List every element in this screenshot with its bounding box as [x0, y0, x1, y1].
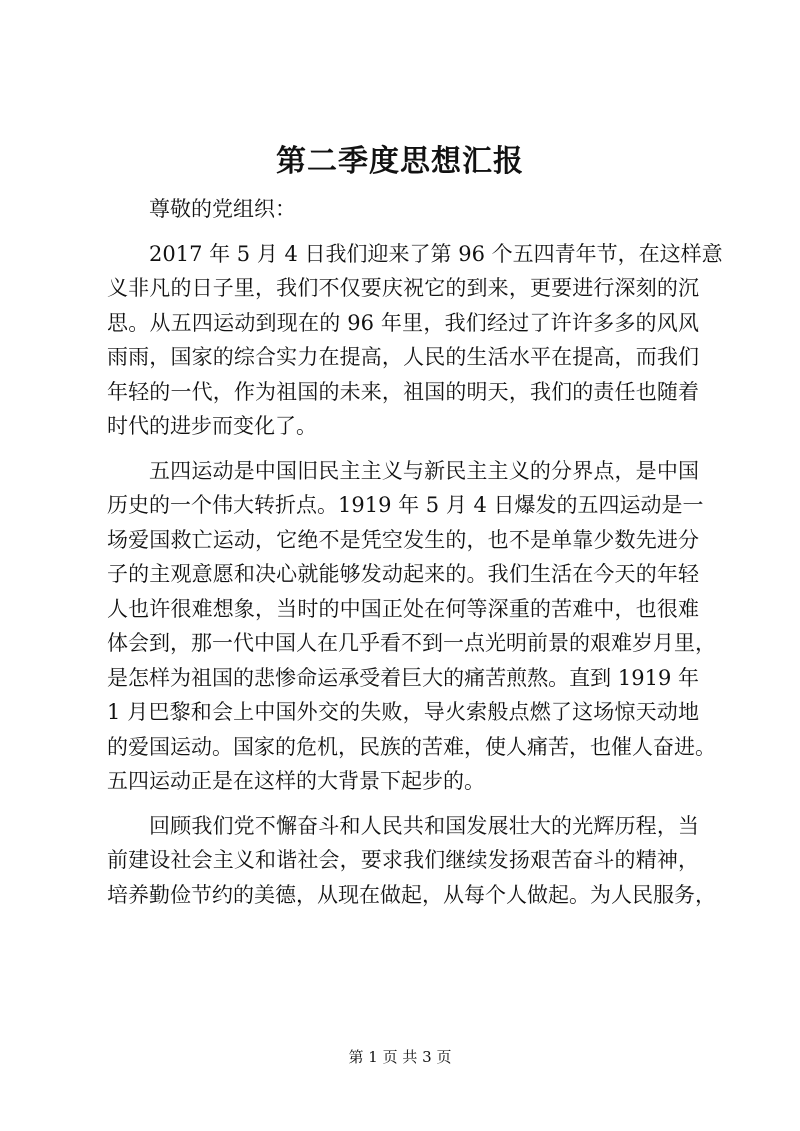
- paragraph-line: 培养勤俭节约的美德，从现在做起，从每个人做起。为人民服务，: [107, 882, 716, 907]
- paragraph-line: 历史的一个伟大转折点。1919 年 5 月 4 日爆发的五四运动是一: [107, 493, 704, 517]
- paragraph-3: [107, 809, 716, 913]
- paragraph-gap: [107, 444, 699, 454]
- paragraph-line: 回顾我们党不懈奋斗和人民共和国发展壮大的光辉历程，当: [149, 813, 699, 838]
- paragraph-gap: [107, 799, 699, 809]
- document-title: 第二季度思想汇报: [276, 144, 524, 179]
- document-body: [107, 192, 723, 912]
- paragraph-line: 雨雨，国家的综合实力在提高，人民的生活水平在提高，而我们: [107, 345, 699, 369]
- paragraph-line: 义非凡的日子里，我们不仅要庆祝它的到来，更要进行深刻的沉: [107, 276, 699, 300]
- paragraph-line: 前建设社会主义和谐社会，要求我们继续发扬艰苦奋斗的精神，: [107, 848, 699, 872]
- paragraph-line: 年轻的一代，作为祖国的未来，祖国的明天，我们的责任也随着: [107, 379, 699, 404]
- paragraph-1: [107, 237, 723, 444]
- paragraph-line: 是怎样为祖国的悲惨命运承受着巨大的痛苦煎熬。直到 1919 年: [107, 665, 699, 690]
- paragraph-line: 五四运动是中国旧民主主义与新民主主义的分界点，是中国: [149, 458, 699, 483]
- paragraph-line: 的爱国运动。国家的危机，民族的苦难，使人痛苦，也催人奋进。: [107, 734, 716, 759]
- paragraph-line: 场爱国救亡运动，它绝不是凭空发生的，也不是单靠少数先进分: [107, 527, 699, 552]
- paragraph-line: 时代的进步而变化了。: [107, 414, 317, 438]
- page-footer: 第 1 页 共 3 页: [348, 1048, 452, 1066]
- paragraph-gap: [107, 227, 699, 237]
- salutation: 尊敬的党组织：: [149, 197, 296, 221]
- paragraph-line: 2017 年 5 月 4 日我们迎来了第 96 个五四青年节，在这样意: [149, 241, 723, 266]
- paragraph-line: 体会到，那一代中国人在几乎看不到一点光明前景的艰难岁月里，: [107, 631, 716, 655]
- paragraph-line: 思。从五四运动到现在的 96 年里，我们经过了许许多多的风风: [107, 310, 699, 335]
- paragraph-line: 1 月巴黎和会上中国外交的失败，导火索般点燃了这场惊天动地: [107, 700, 699, 724]
- paragraph-line: 子的主观意愿和决心就能够发动起来的。我们生活在今天的年轻: [107, 562, 699, 586]
- paragraph-2: [107, 454, 716, 799]
- paragraph-line: 五四运动正是在这样的大背景下起步的。: [107, 769, 485, 793]
- paragraph-line: 人也许很难想象，当时的中国正处在何等深重的苦难中，也很难: [107, 596, 699, 621]
